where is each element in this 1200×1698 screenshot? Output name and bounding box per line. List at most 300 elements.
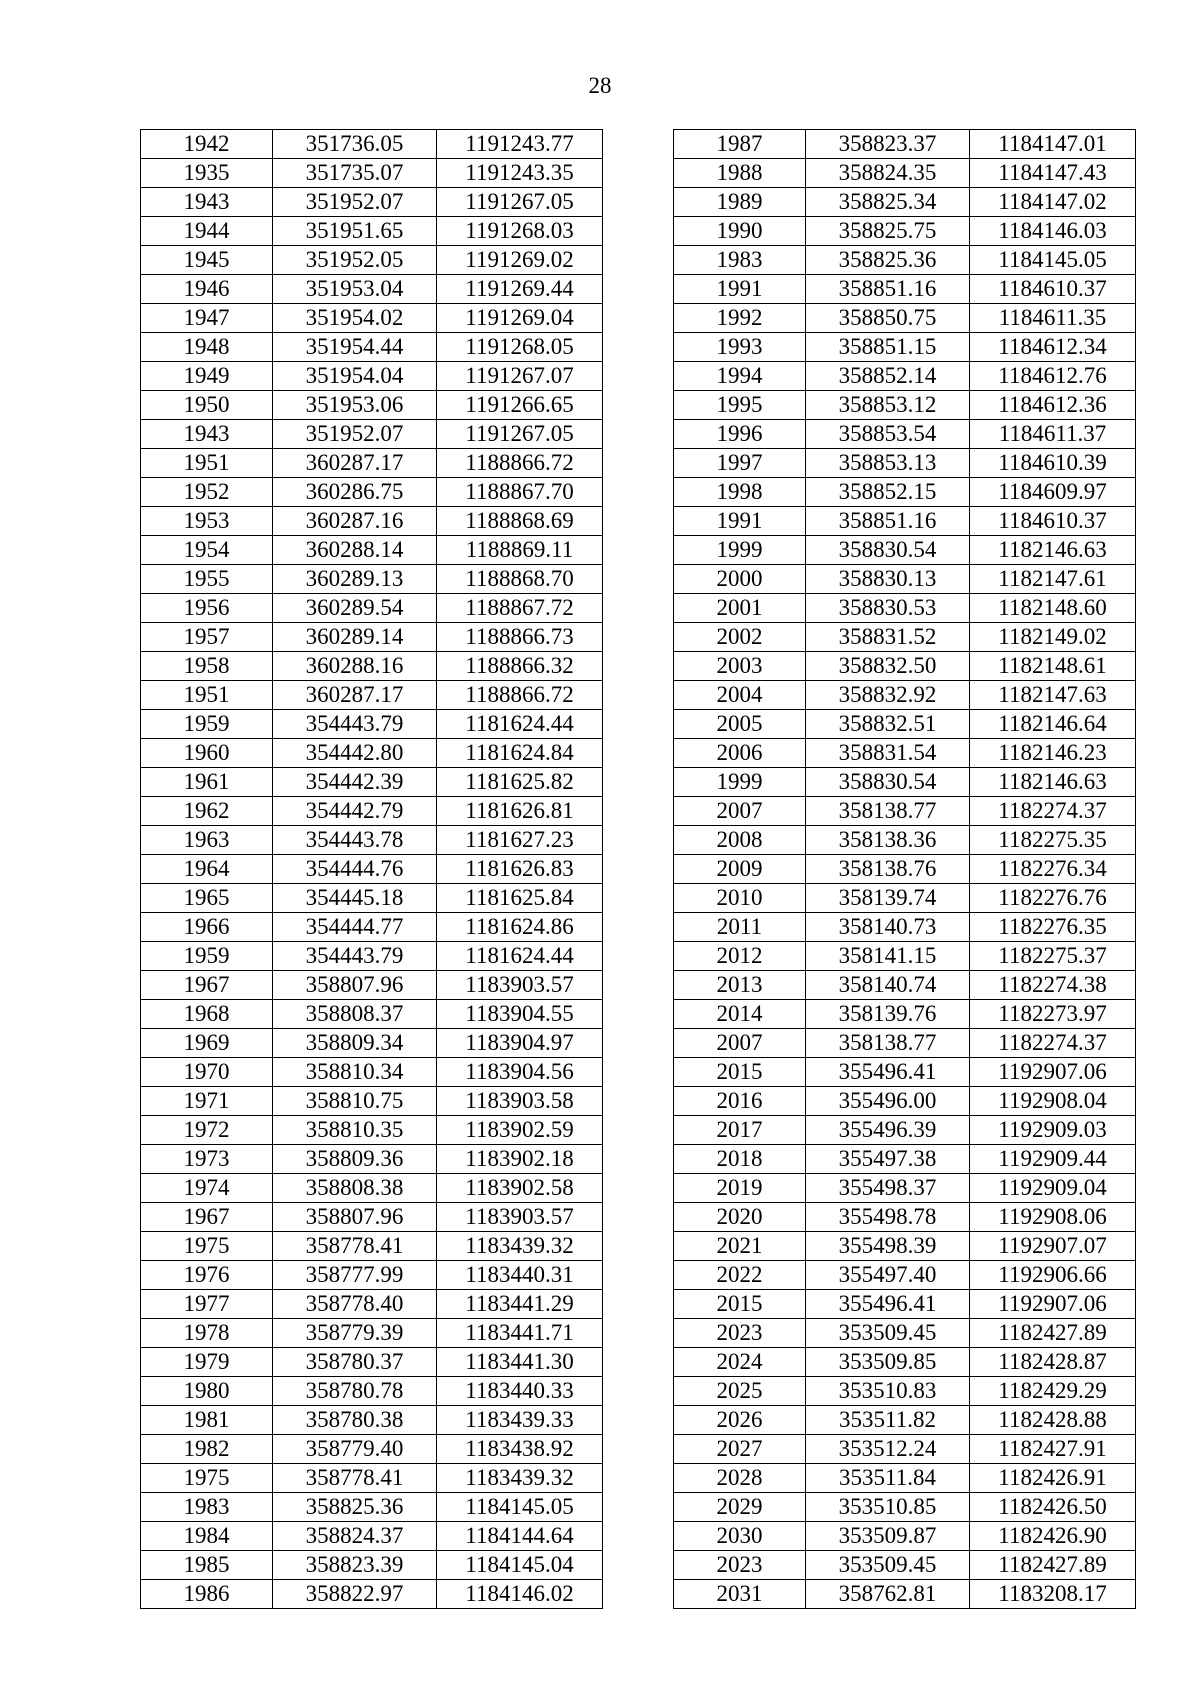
y-coordinate-cell: 1183439.32 [437,1464,603,1493]
table-row [674,913,1136,942]
table-row [674,159,1136,188]
x-coordinate-cell: 353509.87 [806,1522,970,1551]
y-coordinate-cell: 1184147.43 [970,159,1136,188]
y-coordinate-cell: 1184609.97 [970,478,1136,507]
x-coordinate-cell: 358851.16 [806,507,970,536]
point-number-cell: 1958 [141,652,273,681]
y-coordinate-cell: 1188869.11 [437,536,603,565]
point-number-cell: 1974 [141,1174,273,1203]
table-row [674,623,1136,652]
y-coordinate-cell: 1184146.02 [437,1580,603,1609]
y-coordinate-cell: 1183441.30 [437,1348,603,1377]
y-coordinate-cell: 1184612.34 [970,333,1136,362]
point-number-cell: 1982 [141,1435,273,1464]
x-coordinate-cell: 353510.85 [806,1493,970,1522]
point-number-cell: 2000 [674,565,806,594]
point-number-cell: 1943 [141,188,273,217]
y-coordinate-cell: 1182276.76 [970,884,1136,913]
y-coordinate-cell: 1182427.89 [970,1319,1136,1348]
x-coordinate-cell: 358810.75 [273,1087,437,1116]
table-row [674,942,1136,971]
table-row [674,1290,1136,1319]
x-coordinate-cell: 355496.39 [806,1116,970,1145]
x-coordinate-cell: 355496.00 [806,1087,970,1116]
point-number-cell: 2016 [674,1087,806,1116]
x-coordinate-cell: 351736.05 [273,130,437,159]
y-coordinate-cell: 1184144.64 [437,1522,603,1551]
x-coordinate-cell: 360287.17 [273,681,437,710]
y-coordinate-cell: 1183902.58 [437,1174,603,1203]
point-number-cell: 2031 [674,1580,806,1609]
point-number-cell: 1951 [141,681,273,710]
table-row [141,1145,603,1174]
y-coordinate-cell: 1183440.31 [437,1261,603,1290]
y-coordinate-cell: 1191243.77 [437,130,603,159]
point-number-cell: 1951 [141,449,273,478]
x-coordinate-cell: 358825.34 [806,188,970,217]
x-coordinate-cell: 358141.15 [806,942,970,971]
y-coordinate-cell: 1191267.05 [437,188,603,217]
coordinates-table-right-body [674,130,1136,1609]
table-row [141,623,603,652]
y-coordinate-cell: 1182275.35 [970,826,1136,855]
x-coordinate-cell: 358138.77 [806,797,970,826]
x-coordinate-cell: 351953.06 [273,391,437,420]
y-coordinate-cell: 1188867.72 [437,594,603,623]
x-coordinate-cell: 354444.76 [273,855,437,884]
x-coordinate-cell: 358779.39 [273,1319,437,1348]
x-coordinate-cell: 358830.53 [806,594,970,623]
x-coordinate-cell: 358780.37 [273,1348,437,1377]
point-number-cell: 1990 [674,217,806,246]
table-row [674,1406,1136,1435]
point-number-cell: 1984 [141,1522,273,1551]
point-number-cell: 1977 [141,1290,273,1319]
table-row [141,768,603,797]
table-row [141,362,603,391]
y-coordinate-cell: 1188866.72 [437,681,603,710]
table-row [674,536,1136,565]
y-coordinate-cell: 1184146.03 [970,217,1136,246]
x-coordinate-cell: 358830.54 [806,536,970,565]
x-coordinate-cell: 358831.54 [806,739,970,768]
table-row [141,1377,603,1406]
table-row [141,1406,603,1435]
table-row [141,1348,603,1377]
point-number-cell: 1961 [141,768,273,797]
x-coordinate-cell: 358851.16 [806,275,970,304]
x-coordinate-cell: 353509.45 [806,1551,970,1580]
table-row [674,1435,1136,1464]
point-number-cell: 1980 [141,1377,273,1406]
y-coordinate-cell: 1183904.56 [437,1058,603,1087]
point-number-cell: 1947 [141,304,273,333]
table-row [674,1551,1136,1580]
y-coordinate-cell: 1191267.05 [437,420,603,449]
y-coordinate-cell: 1182274.37 [970,1029,1136,1058]
x-coordinate-cell: 355497.38 [806,1145,970,1174]
y-coordinate-cell: 1182426.90 [970,1522,1136,1551]
y-coordinate-cell: 1182146.64 [970,710,1136,739]
x-coordinate-cell: 358809.34 [273,1029,437,1058]
table-row [141,333,603,362]
x-coordinate-cell: 358138.36 [806,826,970,855]
coordinates-table-left [140,129,603,1609]
y-coordinate-cell: 1192909.03 [970,1116,1136,1145]
point-number-cell: 2015 [674,1290,806,1319]
point-number-cell: 2002 [674,623,806,652]
table-row [674,565,1136,594]
table-row [141,1580,603,1609]
table-row [141,391,603,420]
point-number-cell: 1970 [141,1058,273,1087]
y-coordinate-cell: 1192907.07 [970,1232,1136,1261]
point-number-cell: 1994 [674,362,806,391]
table-row [141,1058,603,1087]
y-coordinate-cell: 1184147.01 [970,130,1136,159]
x-coordinate-cell: 358808.38 [273,1174,437,1203]
y-coordinate-cell: 1182146.23 [970,739,1136,768]
x-coordinate-cell: 358832.92 [806,681,970,710]
x-coordinate-cell: 358823.39 [273,1551,437,1580]
y-coordinate-cell: 1183903.58 [437,1087,603,1116]
table-row [141,304,603,333]
coordinates-table-right [673,129,1136,1609]
table-row [141,826,603,855]
y-coordinate-cell: 1181624.44 [437,710,603,739]
y-coordinate-cell: 1184611.35 [970,304,1136,333]
point-number-cell: 1950 [141,391,273,420]
x-coordinate-cell: 353509.45 [806,1319,970,1348]
y-coordinate-cell: 1183441.29 [437,1290,603,1319]
x-coordinate-cell: 358808.37 [273,1000,437,1029]
y-coordinate-cell: 1192907.06 [970,1290,1136,1319]
y-coordinate-cell: 1183441.71 [437,1319,603,1348]
table-row [674,594,1136,623]
x-coordinate-cell: 358825.75 [806,217,970,246]
x-coordinate-cell: 358778.40 [273,1290,437,1319]
x-coordinate-cell: 355496.41 [806,1058,970,1087]
x-coordinate-cell: 358140.74 [806,971,970,1000]
table-row [674,1493,1136,1522]
table-row [674,1203,1136,1232]
point-number-cell: 1973 [141,1145,273,1174]
y-coordinate-cell: 1182147.63 [970,681,1136,710]
point-number-cell: 2013 [674,971,806,1000]
x-coordinate-cell: 360288.14 [273,536,437,565]
point-number-cell: 2030 [674,1522,806,1551]
table-row [141,884,603,913]
y-coordinate-cell: 1183440.33 [437,1377,603,1406]
point-number-cell: 1993 [674,333,806,362]
y-coordinate-cell: 1181627.23 [437,826,603,855]
table-row [141,1261,603,1290]
table-row [674,1580,1136,1609]
x-coordinate-cell: 358853.13 [806,449,970,478]
y-coordinate-cell: 1182274.37 [970,797,1136,826]
table-row [141,1203,603,1232]
table-row [141,913,603,942]
y-coordinate-cell: 1184145.05 [970,246,1136,275]
table-row [141,478,603,507]
table-row [141,1174,603,1203]
x-coordinate-cell: 358780.38 [273,1406,437,1435]
point-number-cell: 2006 [674,739,806,768]
y-coordinate-cell: 1188868.70 [437,565,603,594]
x-coordinate-cell: 358823.37 [806,130,970,159]
x-coordinate-cell: 358810.34 [273,1058,437,1087]
y-coordinate-cell: 1182273.97 [970,1000,1136,1029]
point-number-cell: 1967 [141,971,273,1000]
y-coordinate-cell: 1191269.44 [437,275,603,304]
table-row [674,275,1136,304]
point-number-cell: 2028 [674,1464,806,1493]
y-coordinate-cell: 1181624.86 [437,913,603,942]
x-coordinate-cell: 358824.35 [806,159,970,188]
x-coordinate-cell: 354442.79 [273,797,437,826]
point-number-cell: 1978 [141,1319,273,1348]
x-coordinate-cell: 358830.13 [806,565,970,594]
table-row [141,1435,603,1464]
y-coordinate-cell: 1182275.37 [970,942,1136,971]
y-coordinate-cell: 1191266.65 [437,391,603,420]
table-row [674,130,1136,159]
table-row [674,826,1136,855]
point-number-cell: 2009 [674,855,806,884]
x-coordinate-cell: 351952.07 [273,188,437,217]
y-coordinate-cell: 1191268.03 [437,217,603,246]
table-row [141,217,603,246]
page-number: 28 [588,73,612,98]
point-number-cell: 2017 [674,1116,806,1145]
x-coordinate-cell: 360289.14 [273,623,437,652]
table-row [674,391,1136,420]
y-coordinate-cell: 1188866.73 [437,623,603,652]
point-number-cell: 2023 [674,1551,806,1580]
point-number-cell: 1943 [141,420,273,449]
x-coordinate-cell: 358810.35 [273,1116,437,1145]
point-number-cell: 2001 [674,594,806,623]
x-coordinate-cell: 360289.54 [273,594,437,623]
point-number-cell: 1985 [141,1551,273,1580]
y-coordinate-cell: 1183439.32 [437,1232,603,1261]
y-coordinate-cell: 1184145.05 [437,1493,603,1522]
point-number-cell: 1944 [141,217,273,246]
point-number-cell: 2029 [674,1493,806,1522]
point-number-cell: 2008 [674,826,806,855]
point-number-cell: 1965 [141,884,273,913]
x-coordinate-cell: 358832.51 [806,710,970,739]
table-row [141,1000,603,1029]
x-coordinate-cell: 353512.24 [806,1435,970,1464]
y-coordinate-cell: 1182427.91 [970,1435,1136,1464]
y-coordinate-cell: 1188868.69 [437,507,603,536]
table-row [141,797,603,826]
table-row [674,681,1136,710]
point-number-cell: 1963 [141,826,273,855]
table-row [674,420,1136,449]
x-coordinate-cell: 358824.37 [273,1522,437,1551]
table-row [141,1493,603,1522]
point-number-cell: 2003 [674,652,806,681]
point-number-cell: 2023 [674,1319,806,1348]
point-number-cell: 1968 [141,1000,273,1029]
table-row [674,971,1136,1000]
table-row [674,1087,1136,1116]
x-coordinate-cell: 358138.76 [806,855,970,884]
point-number-cell: 1966 [141,913,273,942]
table-row [674,652,1136,681]
x-coordinate-cell: 355498.39 [806,1232,970,1261]
table-row [674,1029,1136,1058]
y-coordinate-cell: 1192909.44 [970,1145,1136,1174]
x-coordinate-cell: 353510.83 [806,1377,970,1406]
point-number-cell: 1991 [674,507,806,536]
x-coordinate-cell: 351952.05 [273,246,437,275]
table-row [141,275,603,304]
x-coordinate-cell: 358762.81 [806,1580,970,1609]
x-coordinate-cell: 358139.76 [806,1000,970,1029]
x-coordinate-cell: 351953.04 [273,275,437,304]
point-number-cell: 1983 [674,246,806,275]
table-row [674,1319,1136,1348]
y-coordinate-cell: 1183904.97 [437,1029,603,1058]
x-coordinate-cell: 358138.77 [806,1029,970,1058]
table-row [674,1116,1136,1145]
y-coordinate-cell: 1192908.04 [970,1087,1136,1116]
y-coordinate-cell: 1181625.82 [437,768,603,797]
table-row [141,1319,603,1348]
point-number-cell: 2011 [674,913,806,942]
y-coordinate-cell: 1182146.63 [970,536,1136,565]
table-row [674,478,1136,507]
point-number-cell: 1979 [141,1348,273,1377]
table-row [674,884,1136,913]
y-coordinate-cell: 1184147.02 [970,188,1136,217]
point-number-cell: 1971 [141,1087,273,1116]
x-coordinate-cell: 354443.79 [273,710,437,739]
point-number-cell: 1952 [141,478,273,507]
table-row [674,362,1136,391]
table-row [674,246,1136,275]
y-coordinate-cell: 1182149.02 [970,623,1136,652]
x-coordinate-cell: 354443.79 [273,942,437,971]
table-row [141,594,603,623]
point-number-cell: 1967 [141,1203,273,1232]
table-row [141,159,603,188]
x-coordinate-cell: 358807.96 [273,971,437,1000]
table-row [141,971,603,1000]
table-row [674,1261,1136,1290]
table-row [141,710,603,739]
point-number-cell: 1945 [141,246,273,275]
table-row [141,1551,603,1580]
point-number-cell: 1960 [141,739,273,768]
x-coordinate-cell: 360288.16 [273,652,437,681]
y-coordinate-cell: 1192909.04 [970,1174,1136,1203]
x-coordinate-cell: 354444.77 [273,913,437,942]
y-coordinate-cell: 1181625.84 [437,884,603,913]
table-row [674,1522,1136,1551]
table-row [141,130,603,159]
point-number-cell: 1964 [141,855,273,884]
y-coordinate-cell: 1184145.04 [437,1551,603,1580]
y-coordinate-cell: 1191269.02 [437,246,603,275]
point-number-cell: 2005 [674,710,806,739]
point-number-cell: 1976 [141,1261,273,1290]
x-coordinate-cell: 358809.36 [273,1145,437,1174]
point-number-cell: 2026 [674,1406,806,1435]
table-row [674,710,1136,739]
point-number-cell: 2007 [674,797,806,826]
table-row [674,1464,1136,1493]
x-coordinate-cell: 351954.44 [273,333,437,362]
point-number-cell: 1972 [141,1116,273,1145]
table-row [674,739,1136,768]
table-row [141,1087,603,1116]
y-coordinate-cell: 1182428.88 [970,1406,1136,1435]
x-coordinate-cell: 358777.99 [273,1261,437,1290]
y-coordinate-cell: 1184610.37 [970,275,1136,304]
table-row [141,507,603,536]
point-number-cell: 1959 [141,942,273,971]
point-number-cell: 2012 [674,942,806,971]
x-coordinate-cell: 358140.73 [806,913,970,942]
x-coordinate-cell: 358850.75 [806,304,970,333]
point-number-cell: 1959 [141,710,273,739]
point-number-cell: 2024 [674,1348,806,1377]
x-coordinate-cell: 358830.54 [806,768,970,797]
x-coordinate-cell: 358852.14 [806,362,970,391]
point-number-cell: 2021 [674,1232,806,1261]
point-number-cell: 2004 [674,681,806,710]
point-number-cell: 2014 [674,1000,806,1029]
point-number-cell: 1996 [674,420,806,449]
point-number-cell: 1991 [674,275,806,304]
x-coordinate-cell: 355496.41 [806,1290,970,1319]
table-row [141,1464,603,1493]
x-coordinate-cell: 351954.02 [273,304,437,333]
table-row [141,449,603,478]
point-number-cell: 1956 [141,594,273,623]
x-coordinate-cell: 358831.52 [806,623,970,652]
table-row [674,1377,1136,1406]
point-number-cell: 1975 [141,1232,273,1261]
y-coordinate-cell: 1182146.63 [970,768,1136,797]
y-coordinate-cell: 1182427.89 [970,1551,1136,1580]
table-row [141,855,603,884]
x-coordinate-cell: 358822.97 [273,1580,437,1609]
x-coordinate-cell: 354443.78 [273,826,437,855]
y-coordinate-cell: 1188866.72 [437,449,603,478]
point-number-cell: 2015 [674,1058,806,1087]
point-number-cell: 1988 [674,159,806,188]
y-coordinate-cell: 1183902.59 [437,1116,603,1145]
table-row [674,217,1136,246]
point-number-cell: 1953 [141,507,273,536]
x-coordinate-cell: 358779.40 [273,1435,437,1464]
point-number-cell: 2027 [674,1435,806,1464]
point-number-cell: 1999 [674,768,806,797]
y-coordinate-cell: 1181624.84 [437,739,603,768]
y-coordinate-cell: 1183903.57 [437,971,603,1000]
x-coordinate-cell: 354445.18 [273,884,437,913]
x-coordinate-cell: 360287.17 [273,449,437,478]
x-coordinate-cell: 351954.04 [273,362,437,391]
y-coordinate-cell: 1182276.34 [970,855,1136,884]
y-coordinate-cell: 1191268.05 [437,333,603,362]
y-coordinate-cell: 1183902.18 [437,1145,603,1174]
